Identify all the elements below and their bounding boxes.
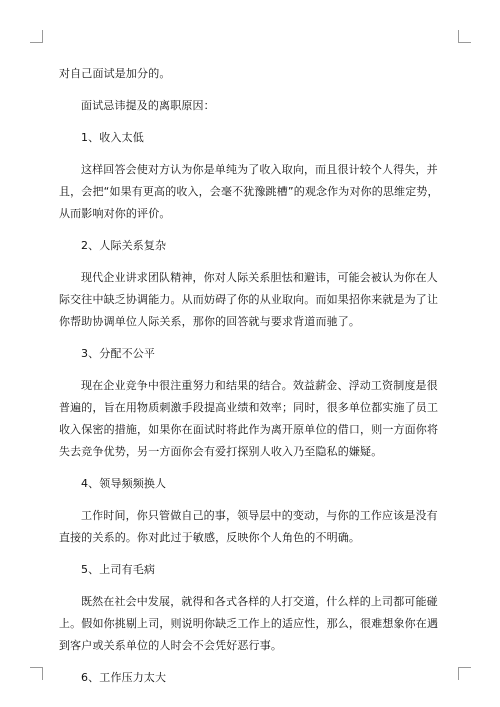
body-paragraph: 既然在社会中发展，就得和各式各样的人打交道，什么样的上司都可能碰上。假如你挑剔上司，则说明你缺乏工作上的适应性，那么，很难想象你在遇到客户或关系单位的人时会不会凭好恶行事。: [59, 595, 439, 652]
body-paragraph: 现在企业竞争中很注重努力和结果的结合。效益薪金、浮动工资制度是很普遍的，旨在用物质刺激手段提高业绩和效率；同时，很多单位都实施了员工收入保密的措施，如果你在面试时将此作为离开原单位的借口，则一方面你将失去竞争优势，另一方面你会有爱打探别人收入乃至隐私的嫌疑。: [59, 379, 439, 458]
document-body: [59, 63, 443, 689]
section-heading: 3、分配不公平: [81, 347, 156, 360]
section-heading: 2、人际关系复杂: [81, 239, 167, 252]
section-heading: 面试忌讳提及的离职原因：: [81, 99, 215, 112]
body-paragraph: 工作时间，你只管做自己的事，领导层中的变动，与你的工作应该是没有直接的关系的。你对此过于敏感，反映你个人角色的不明确。: [59, 509, 438, 544]
body-paragraph: 这样回答会使对方认为你是单纯为了收入取向，而且很计较个人得失，并且，会把“如果有更高的收入，会毫不犹豫跳槽”的观念作为对你的思维定势，从而影响对你的评价。: [59, 163, 439, 220]
section-heading: 5、上司有毛病: [81, 563, 156, 576]
body-paragraph: 现代企业讲求团队精神，你对人际关系胆怯和避讳，可能会被认为你在人际交往中缺乏协调能力。从而妨碍了你的从业取向。而如果招你来就是为了让你帮助协调单位人际关系，那你的回答就与要求背道而驰了。: [59, 271, 439, 328]
section-heading: 1、收入太低: [81, 131, 144, 144]
crop-mark-bottom-left: [30, 667, 43, 680]
crop-mark-bottom-right: [458, 667, 471, 680]
body-paragraph: 对自己面试是加分的。: [59, 67, 171, 80]
crop-mark-top-right: [458, 30, 471, 43]
section-heading: 6、工作压力太大: [81, 671, 167, 684]
crop-mark-top-left: [30, 30, 43, 43]
section-heading: 4、领导频频换人: [81, 477, 167, 490]
